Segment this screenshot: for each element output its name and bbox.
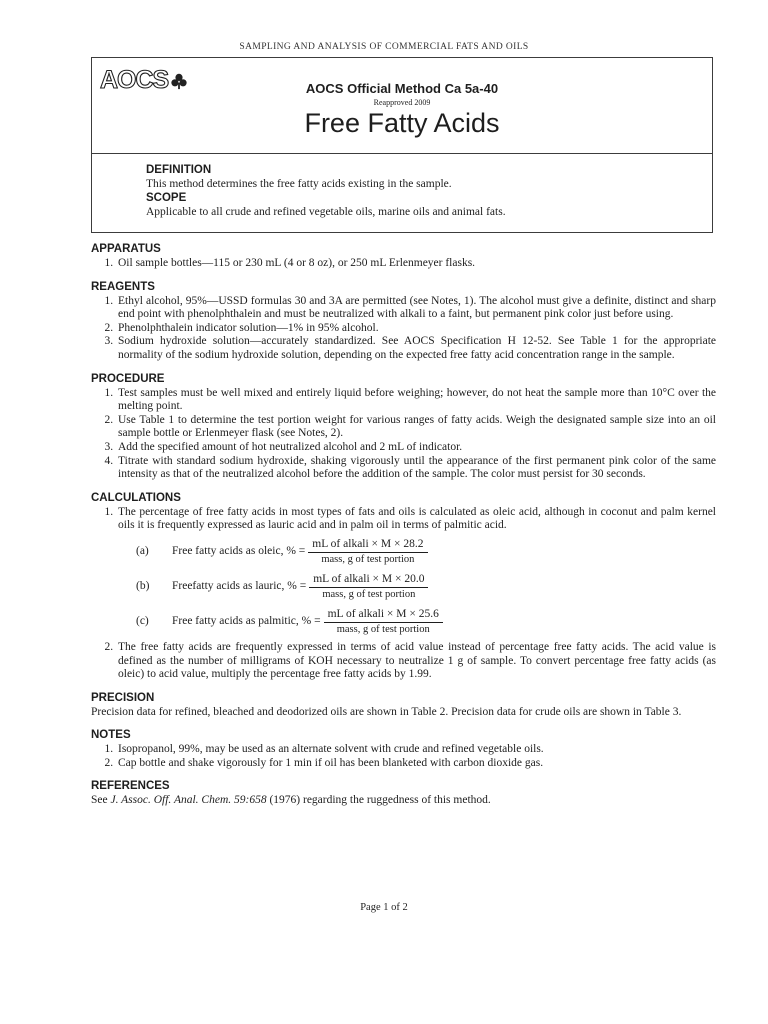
precision-heading: PRECISION	[91, 691, 155, 704]
logo-text: AOCS	[100, 66, 169, 94]
list-item: 3. Sodium hydroxide solution—accurately standardized. See AOCS Specification H 12-52. See Table 1 for the appropriate normality of the sodium hydroxide solution, depending on the expected free fatty acid concentration range in the sample.	[116, 335, 716, 362]
formula-label: (b)	[136, 580, 150, 593]
list-item: 1. Oil sample bottles—115 or 230 mL (4 or 8 oz), or 250 mL Erlenmeyer flasks.	[116, 257, 716, 271]
list-item: 3. Add the specified amount of hot neutralized alcohol and 2 mL of indicator.	[116, 441, 716, 455]
definition-text: This method determines the free fatty acids existing in the sample.	[146, 178, 452, 190]
formula-label: (c)	[136, 615, 149, 628]
running-header: SAMPLING AND ANALYSIS OF COMMERCIAL FATS AND OILS	[239, 42, 529, 52]
formula-lhs: Free fatty acids as palmitic, % =	[172, 615, 321, 628]
list-item: 1. Isopropanol, 99%, may be used as an alternate solvent with crude and refined vegetable oils.	[116, 743, 716, 757]
method-title: Free Fatty Acids	[304, 108, 500, 138]
references-section	[91, 779, 716, 808]
precision-section	[91, 691, 716, 720]
reference-suffix: (1976) regarding the ruggedness of this method.	[266, 794, 491, 807]
reagents-section	[91, 280, 716, 363]
formula-lhs: Free fatty acids as oleic, % =	[172, 545, 306, 558]
reference-citation: J. Assoc. Off. Anal. Chem. 59:658	[110, 794, 267, 807]
calculations-section	[91, 491, 716, 682]
calc-item-text: The percentage of free fatty acids in most types of fats and oils is calculated as oleic acid, although in coconut and palm kernel oils it is frequently expressed as lauric acid and in palm oil in terms of palmitic acid.	[118, 505, 716, 532]
method-body	[91, 242, 716, 817]
list-item: 1. Test samples must be well mixed and entirely liquid before weighing; however, do not heat the sample more than 10°C over the melting point.	[116, 387, 716, 414]
list-item: 4. Titrate with standard sodium hydroxide, shaking vigorously until the appearance of the first permanent pink color of the same intensity as that of the neutralized alcohol before the addition of the sample. The color must persist for 30 seconds.	[116, 455, 716, 482]
definition-heading: DEFINITION	[146, 164, 212, 176]
procedure-heading: PROCEDURE	[91, 372, 165, 385]
calculations-list	[91, 506, 716, 682]
formula-label: (a)	[136, 545, 149, 558]
references-heading: REFERENCES	[91, 780, 170, 793]
formula-numerator: mL of alkali × M × 28.2	[308, 538, 427, 553]
scope-text: Applicable to all crude and refined vegetable oils, marine oils and animal fats.	[146, 206, 506, 218]
scope-heading: SCOPE	[146, 192, 187, 204]
formula-fraction	[308, 538, 427, 566]
references-text	[91, 794, 716, 808]
formula-numerator: mL of alkali × M × 25.6	[324, 608, 443, 623]
formula-lhs: Freefatty acids as lauric, % =	[172, 580, 307, 593]
notes-list	[91, 743, 716, 770]
apparatus-section	[91, 242, 716, 271]
title-section	[92, 58, 712, 154]
method-name: AOCS Official Method Ca 5a-40	[305, 81, 499, 96]
formula-lauric	[136, 571, 716, 603]
formula-denominator: mass, g of test portion	[322, 588, 416, 600]
formula-fraction	[309, 573, 428, 601]
notes-section	[91, 728, 716, 770]
apparatus-heading: APPARATUS	[91, 243, 161, 255]
definition-scope-block	[146, 163, 696, 219]
formula-oleic	[136, 536, 716, 568]
reagents-heading: REAGENTS	[91, 280, 155, 293]
list-item: 2. Use Table 1 to determine the test portion weight for various ranges of fatty acids. Weigh the designated sample size into an oil sample bottle or Erlenmeyer flask (see Notes, 2).	[116, 414, 716, 441]
procedure-list	[91, 387, 716, 482]
list-item: 1. Ethyl alcohol, 95%—USSD formulas 30 and 3A are permitted (see Notes, 1). The alcohol must give a definite, distinct and sharp end point with phenolphthalein and must be neutralized with alkali to a faint, but permanent pink color just before using.	[116, 295, 716, 322]
formula-fraction	[324, 608, 443, 636]
formula-numerator: mL of alkali × M × 20.0	[309, 573, 428, 588]
reference-prefix: See	[91, 794, 111, 807]
procedure-section	[91, 372, 716, 482]
formula-palmitic	[136, 606, 716, 638]
apparatus-list	[91, 257, 716, 271]
reapproved-date: Reapproved 2009	[373, 98, 431, 107]
precision-text: Precision data for refined, bleached and deodorized oils are shown in Table 2. Precision data for crude oils are shown in Table 3.	[91, 705, 682, 718]
list-item	[116, 506, 716, 638]
list-item: 2. Phenolphthalein indicator solution—1% in 95% alcohol.	[116, 322, 716, 336]
formula-denominator: mass, g of test portion	[336, 623, 430, 635]
formula-denominator: mass, g of test portion	[321, 553, 415, 565]
list-item: 2. Cap bottle and shake vigorously for 1 min if oil has been blanketed with carbon dioxide gas.	[116, 757, 716, 771]
reagents-list	[91, 295, 716, 363]
method-title-box	[91, 57, 713, 233]
list-item: 2. The free fatty acids are frequently expressed in terms of acid value instead of percentage free fatty acids. The acid value is defined as the number of milligrams of KOH necessary to neutralize 1 g of sample. To convert percentage free fatty acids (as oleic) to acid value, multiply the percentage free fatty acids by 1.99.	[116, 641, 716, 682]
calculations-heading: CALCULATIONS	[91, 491, 181, 504]
notes-heading: NOTES	[91, 729, 131, 742]
page-number: Page 1 of 2	[360, 902, 408, 913]
